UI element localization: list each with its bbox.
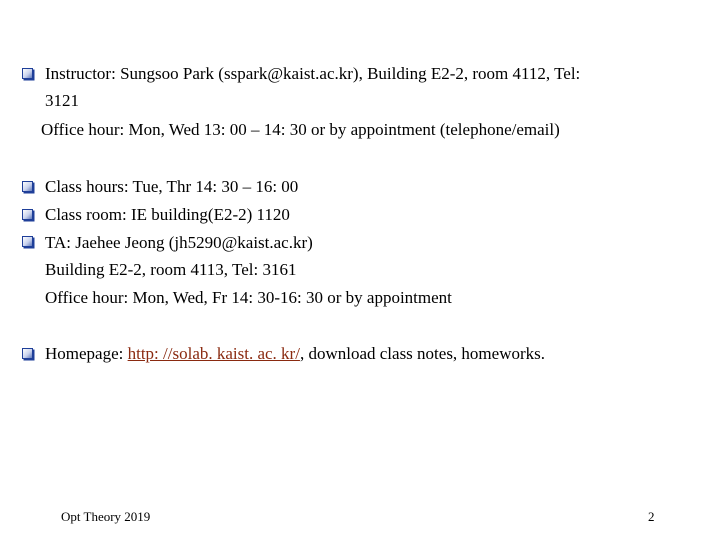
instructor-tel-continuation: 3121 (45, 91, 79, 110)
ta-building: Building E2-2, room 4113, Tel: 3161 (45, 260, 297, 279)
instructor-line: Instructor: Sungsoo Park (sspark@kaist.ac.kr), Building E2-2, room 4112, Tel: (45, 64, 581, 83)
class-hours: Class hours: Tue, Thr 14: 30 – 16: 00 (45, 177, 299, 196)
square-bullet-icon (22, 236, 33, 247)
class-room: Class room: IE building(E2-2) 1120 (45, 205, 290, 224)
square-bullet-icon (22, 181, 33, 192)
square-bullet-icon (22, 348, 33, 359)
ta-line: TA: Jaehee Jeong (jh5290@kaist.ac.kr) (45, 233, 313, 252)
square-bullet-icon (22, 68, 33, 79)
footer-course-name: Opt Theory 2019 (61, 509, 151, 524)
homepage-suffix: , download class notes, homeworks. (299, 344, 546, 363)
homepage-label: Homepage: (45, 344, 128, 363)
ta-office-hour: Office hour: Mon, Wed, Fr 14: 30-16: 30 or by appointment (45, 288, 452, 307)
square-bullet-icon (22, 209, 33, 220)
homepage-line (45, 344, 545, 364)
page-number: 2 (648, 509, 655, 524)
instructor-office-hour: Office hour: Mon, Wed 13: 00 – 14: 30 or by appointment (telephone/email) (41, 120, 560, 139)
homepage-link[interactable]: http: //solab. kaist. ac. kr/ (127, 344, 300, 363)
